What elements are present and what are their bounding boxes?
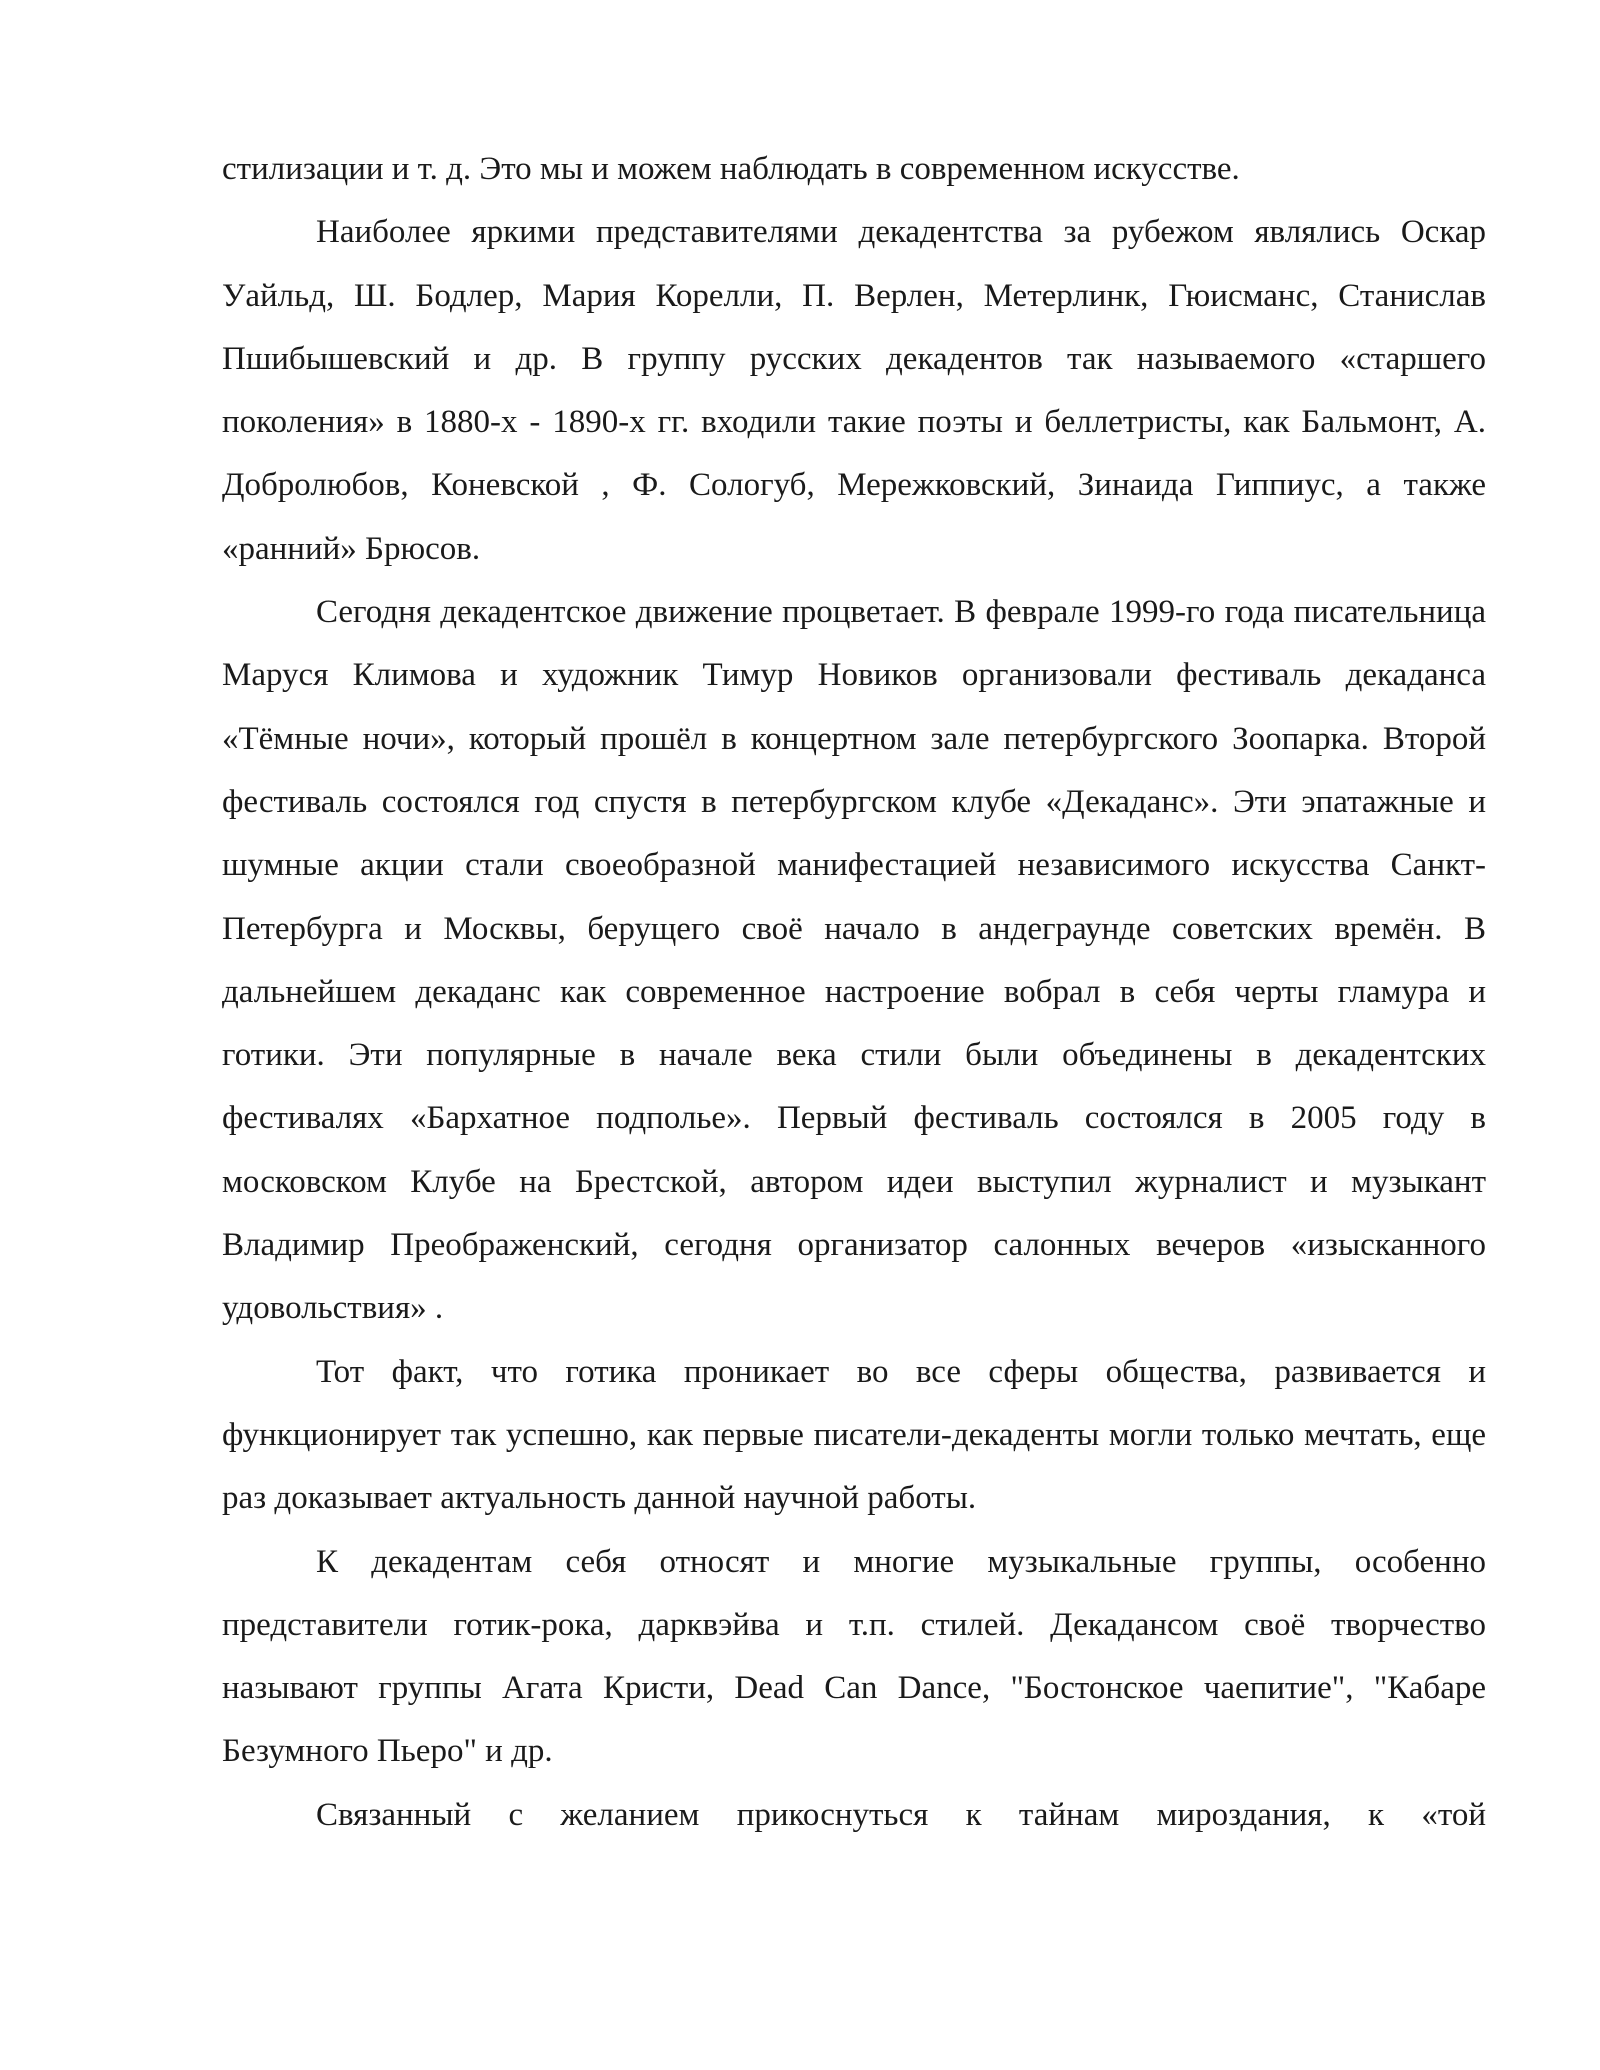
paragraph-decadents-abroad: Наиболее яркими представителями декадентства за рубежом являлись Оскар Уайльд, Ш. Бодлер, Мария Корелли, П. Верлен, Метерлинк, Гюисманс, Станислав Пшибышевский и др. В группу русских декадентов так называемого «старшего поколения» в 1880-х - 1890-х гг. входили такие поэты и беллетристы, как Бальмонт, А. Добролюбов, Коневской , Ф. Сологуб, Мережковский, Зинаида Гиппиус, а также «ранний» Брюсов. (222, 214, 1486, 567)
paragraph-gothic-relevance: Тот факт, что готика проникает во все сферы общества, развивается и функционирует так успешно, как первые писатели-декаденты могли только мечтать, еще раз доказывает актуальность данной научной работы. (222, 1353, 1486, 1517)
paragraph-decadent-movement-today: Сегодня декадентское движение процветает. В феврале 1999-го года писательница Маруся Климова и художник Тимур Новиков организовали фестиваль декаданса «Тёмные ночи», который прошёл в концертном зале петербургского Зоопарка. Второй фестиваль состоялся год спустя в петербургском клубе «Декаданс». Эти эпатажные и шумные акции стали своеобразной манифестацией независимого искусства Санкт-Петербурга и Москвы, берущего своё начало в андеграунде советских времён. В дальнейшем декаданс как современное настроение вобрал в себя черты гламура и готики. Эти популярные в начале века стили были объединены в декадентских фестивалях «Бархатное подполье». Первый фестиваль состоялся в 2005 году в московском Клубе на Брестской, автором идеи выступил журналист и музыкант Владимир Преображенский, сегодня организатор салонных вечеров «изысканного удовольствия» . (222, 594, 1486, 1327)
paragraph-continued: стилизации и т. д. Это мы и можем наблюдать в современном искусстве. (222, 151, 1240, 187)
paragraph-music-groups: К декадентам себя относят и многие музыкальные группы, особенно представители готик-рока, дарквэйва и т.п. стилей. Декадансом своё творчество называют группы Агата Кристи, Dead Can Dance, "Бостонское чаепитие", "Кабаре Безумного Пьеро" и др. (222, 1543, 1486, 1770)
body-text (222, 138, 1486, 1847)
paragraph-truncated: Связанный с желанием прикоснуться к тайнам мироздания, к «той (316, 1796, 1486, 1833)
